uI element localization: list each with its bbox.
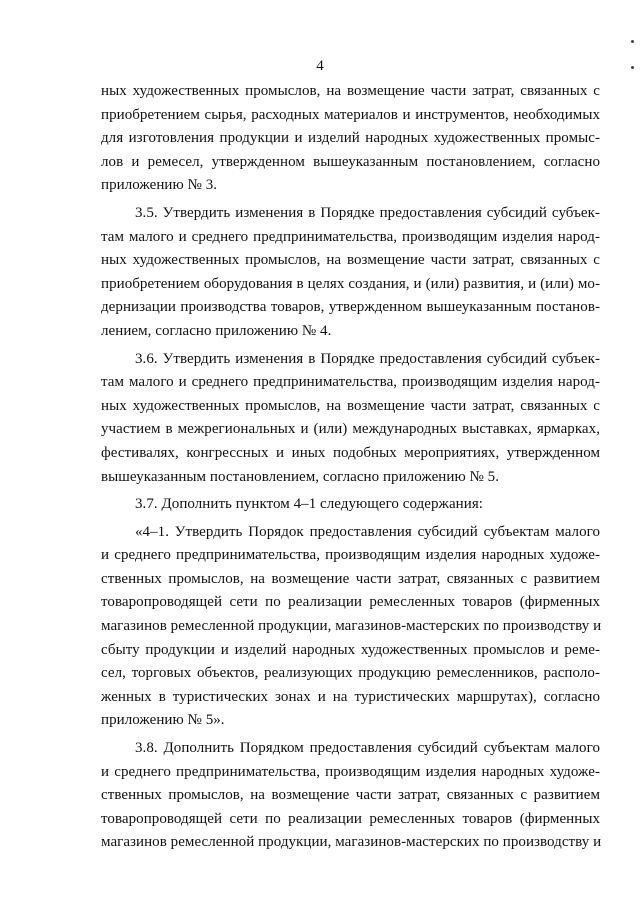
text-line: ных художественных промыслов, на возмещение части затрат, связанных с — [101, 83, 600, 99]
text-line: для изготовления продукции и изделий народных художественных промыс- — [101, 130, 600, 147]
text-line: и среднего предпринимательства, производящим изделия народных художе- — [101, 547, 600, 564]
text-line: магазинов ремесленной продукции, магазинов-мастерских по производству и — [101, 618, 602, 635]
text-line: фестивалях, конгрессных и иных подобных мероприятиях, утвержденном — [101, 444, 600, 461]
text-line: ных художественных промыслов, на возмещение части затрат, связанных с — [101, 252, 600, 269]
text-line: 3.5. Утвердить изменения в Порядке предоставления субсидий субъек- — [135, 204, 600, 221]
text-line: ных художественных промыслов, на возмещение части затрат, связанных с — [101, 397, 600, 414]
text-line: участием в межрегиональных и (или) международных выставках, ярмарках, — [101, 421, 600, 438]
text-line: сел, торговых объектов, реализующих продукцию ремесленников, располо- — [101, 665, 600, 682]
text-line: ственных промыслов, на возмещение части затрат, связанных с развитием — [101, 570, 600, 587]
text-line: вышеуказанным постановлением, согласно приложению № 5. — [101, 468, 500, 485]
text-line: сбыту продукции и изделий народных художественных промыслов и реме- — [101, 641, 600, 658]
text-line: приобретением сырья, расходных материалов и инструментов, необходимых — [101, 106, 600, 123]
text-line: приложению № 5». — [101, 712, 225, 729]
text-line: там малого и среднего предпринимательства, производящим изделия народ- — [101, 228, 600, 245]
paragraph-continuation — [101, 80, 600, 198]
page-number: 4 — [316, 58, 324, 74]
text-line: товаропроводящей сети по реализации ремесленных товаров (фирменных — [101, 810, 600, 827]
text-line: там малого и среднего предпринимательства, производящим изделия народ- — [101, 374, 600, 391]
text-line: 3.6. Утвердить изменения в Порядке предоставления субсидий субъек- — [135, 350, 600, 367]
text-line: лением, согласно приложению № 4. — [101, 322, 332, 339]
paragraph-item-3-6 — [101, 348, 600, 490]
paragraph-item-3-7 — [101, 493, 600, 517]
scan-speck — [631, 40, 634, 43]
text-line: и среднего предпринимательства, производящим изделия народных художе- — [101, 763, 600, 780]
paragraph-item-4-1-quote — [101, 521, 600, 733]
text-line: дернизации производства товаров, утвержденном вышеуказанным постанов- — [101, 299, 600, 316]
text-line: ственных промыслов, на возмещение части затрат, связанных с развитием — [101, 787, 600, 804]
text-line: приобретением оборудования в целях создания, и (или) развития, и (или) мо- — [101, 275, 600, 292]
paragraph-item-3-5 — [101, 202, 600, 344]
text-line: 3.7. Дополнить пунктом 4–1 следующего содержания: — [135, 496, 483, 513]
paragraph-item-3-8 — [101, 737, 600, 855]
scan-speck — [631, 66, 634, 69]
document-body — [101, 80, 600, 855]
text-line: женных в туристических зонах и на туристических маршрутах), согласно — [101, 688, 600, 705]
text-line: товаропроводящей сети по реализации ремесленных товаров (фирменных — [101, 594, 600, 611]
text-line: 3.8. Дополнить Порядком предоставления субсидий субъектам малого — [135, 740, 600, 757]
text-line: «4–1. Утвердить Порядок предоставления субсидий субъектам малого — [135, 523, 600, 540]
text-line: приложению № 3. — [101, 177, 218, 194]
text-line: магазинов ремесленной продукции, магазинов-мастерских по производству и — [101, 834, 602, 851]
text-line: лов и ремесел, утвержденном вышеуказанным постановлением, согласно — [101, 153, 600, 170]
